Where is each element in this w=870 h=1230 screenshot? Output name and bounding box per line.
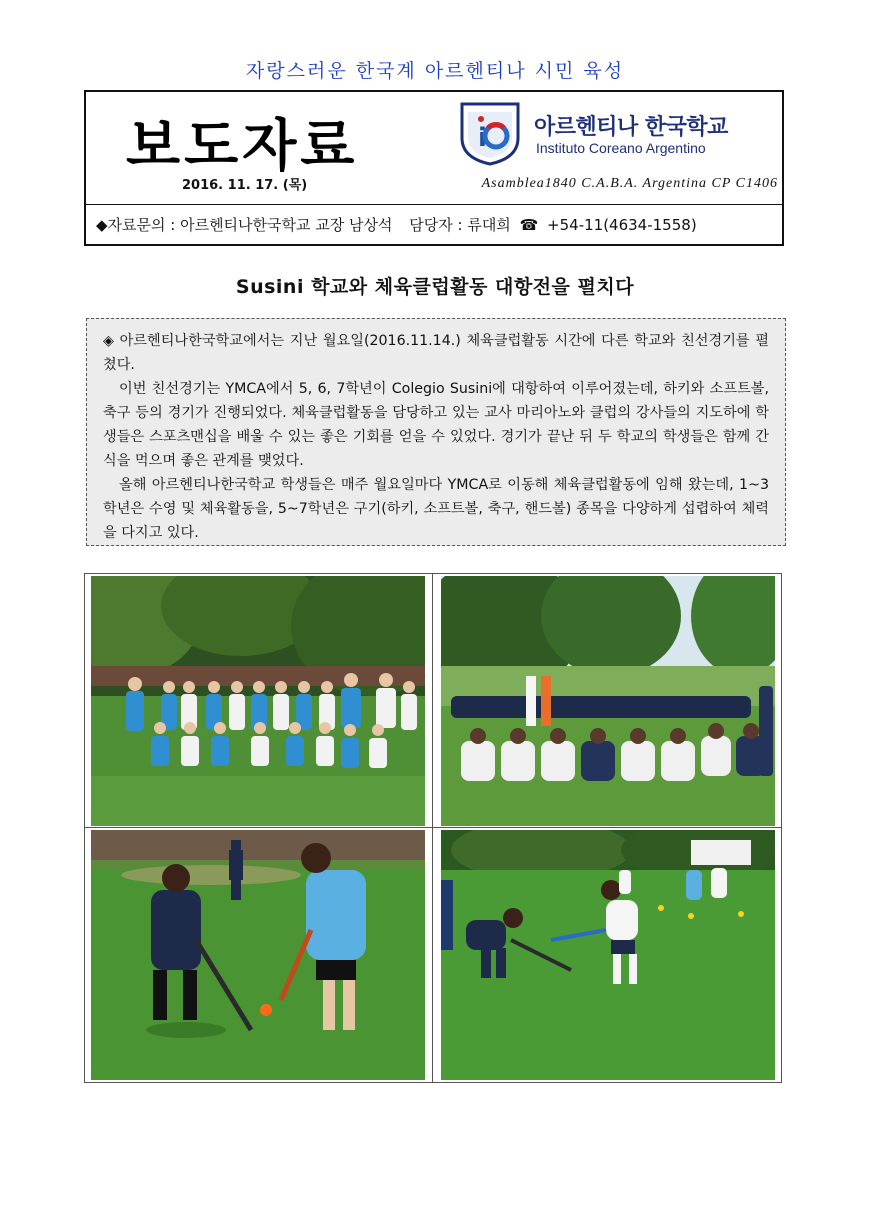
- school-address: Asamblea1840 C.A.B.A. Argentina CP C1406: [481, 176, 778, 191]
- school-name-spanish: Instituto Coreano Argentino: [536, 140, 706, 156]
- hockey-match-photo: [441, 830, 775, 1080]
- header-divider: [86, 204, 782, 205]
- students-circle-photo: [441, 576, 775, 826]
- header-top: [86, 92, 782, 204]
- school-logo: [458, 100, 522, 166]
- summary-paragraph: ◈ 아르헨티나한국학교에서는 지난 월요일(2016.11.14.) 체육클럽활동 시간에 다른 학교와 친선경기를 펼쳤다.: [103, 333, 769, 373]
- hockey-drill-photo: [91, 830, 425, 1080]
- school-name-korean: 아르헨티나 한국학교: [534, 115, 728, 140]
- svg-text:i: i: [478, 123, 487, 153]
- group-photo: [91, 576, 425, 826]
- summary-paragraph: 올해 아르헨티나한국학교 학생들은 매주 월요일마다 YMCA로 이동해 체육클럽활동에 임해 왔는데, 1~3학년은 수영 및 체육활동을, 5~7학년은 구기(하키, 소프트볼, 축구, 핸드볼) 종목을 다양하게 섭렵하여 체력을 다지고 있다.: [103, 477, 769, 541]
- article-summary: [86, 318, 786, 546]
- grid-horizontal-divider: [85, 827, 781, 828]
- summary-paragraph: 이번 친선경기는 YMCA에서 5, 6, 7학년이 Colegio Susini에 대항하여 이루어졌는데, 하키와 소프트볼, 축구 등의 경기가 진행되었다. 체육클럽활동을 담당하고 있는 교사 마리아노와 클럽의 강사들의 지도하에 학생들은 스포츠맨십을 배울 수 있는 좋은 기회를 얻을 수 있었다. 경기가 끝난 뒤 두 학교의 학생들은 함께 간식을 먹으며 좋은 관계를 맺었다.: [103, 381, 769, 469]
- press-header: [84, 90, 784, 246]
- contact-line: [96, 214, 701, 235]
- grid-vertical-divider: [432, 574, 433, 1082]
- phone-number: +54-11(4634-1558): [547, 216, 697, 234]
- article-headline: Susini 학교와 체육클럽활동 대항전을 펼치다: [235, 276, 635, 298]
- press-date: 2016. 11. 17. (목): [182, 178, 308, 193]
- phone-icon: ☎: [519, 216, 539, 234]
- press-release-title: 보도자료: [126, 114, 359, 179]
- contact-label: ◆자료문의 : 아르헨티나한국학교 교장 남상석: [96, 216, 393, 234]
- slogan: 자랑스러운 한국계 아르헨티나 시민 육성: [245, 60, 625, 82]
- photo-grid: [84, 573, 782, 1083]
- contact-person: 담당자 : 류대희: [409, 216, 511, 234]
